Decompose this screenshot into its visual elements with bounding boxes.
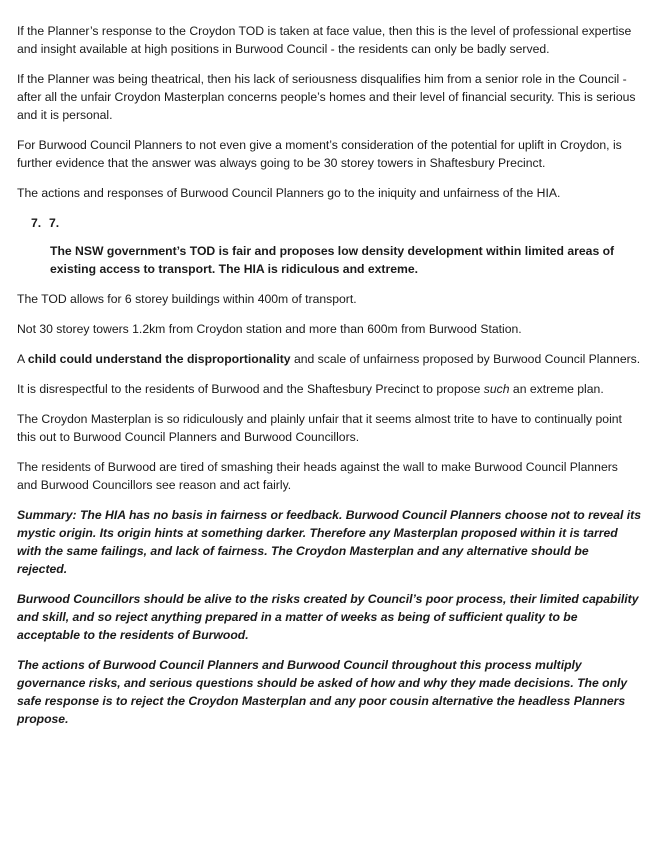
emphasis-child-understand: child could understand the disproportionality [27, 352, 291, 366]
paragraph-governance-risks: The actions of Burwood Council Planners and Burwood Council throughout this process multiply governance risks, and serious questions should be asked of how and why they made decisions. The only safe response is to reject the Croydon Masterplan and any poor cousin alternative the headless Planners propose. [17, 658, 628, 726]
document-page [17, 22, 641, 740]
list-number: 7. [31, 216, 42, 230]
paragraph-plainly-unfair: The Croydon Masterplan is so ridiculously and plainly unfair that it seems almost trite to have to continually point this out to Burwood Council Planners and Burwood Councillors. [17, 412, 622, 444]
list-number-repeat: 7. [49, 216, 60, 230]
paragraph-planner-theatrical: If the Planner was being theatrical, then his lack of seriousness disqualifies him from a senior role in the Council - after all the unfair Croydon Masterplan concerns people’s homes and their level of financial security. This is serious and it is personal. [17, 72, 636, 122]
paragraph-actions-responses: The actions and responses of Burwood Council Planners go to the iniquity and unfairness of the HIA. [17, 186, 561, 200]
section-heading: The NSW government’s TOD is fair and proposes low density development within limited areas of existing access to transport. The HIA is ridiculous and extreme. [50, 244, 615, 276]
paragraph-tod-allows: The TOD allows for 6 storey buildings within 400m of transport. [17, 292, 357, 306]
paragraph-uplift-croydon: For Burwood Council Planners to not even give a moment’s consideration of the potential for uplift in Croydon, is further evidence that the answer was always going to be 30 storey towers in Shaftesbury Precinct. [17, 138, 622, 170]
list-item-7 [17, 214, 641, 232]
paragraph-not-30-storey: Not 30 storey towers 1.2km from Croydon station and more than 600m from Burwood Station. [17, 322, 522, 336]
paragraph-councillors-risks: Burwood Councillors should be alive to the risks created by Council’s poor process, their limited capability and skill, and so reject anything prepared in a matter of weeks as being of sufficient quality to be acceptable to the residents of Burwood. [17, 592, 639, 642]
paragraph-child-understand: A child could understand the disproportionality and scale of unfairness proposed by Burwood Council Planners. [17, 352, 641, 366]
paragraph-disrespectful: It is disrespectful to the residents of Burwood and the Shaftesbury Precinct to propose such an extreme plan. [17, 382, 604, 396]
paragraph-planner-response: If the Planner’s response to the Croydon TOD is taken at face value, then this is the level of professional expertise and insight available at high positions in Burwood Council - the residents can only be badly served. [17, 24, 632, 56]
paragraph-residents-tired: The residents of Burwood are tired of smashing their heads against the wall to make Burwood Council Planners and Burwood Councillors see reason and act fairly. [17, 460, 618, 492]
paragraph-summary: Summary: The HIA has no basis in fairness or feedback. Burwood Council Planners choose not to reveal its mystic origin. Its origin hints at something darker. Therefore any Masterplan proposed within it is tarred with the same failings, and lack of fairness. The Croydon Masterplan and any alternative should be rejected. [17, 508, 641, 576]
emphasis-such: such [483, 382, 510, 396]
